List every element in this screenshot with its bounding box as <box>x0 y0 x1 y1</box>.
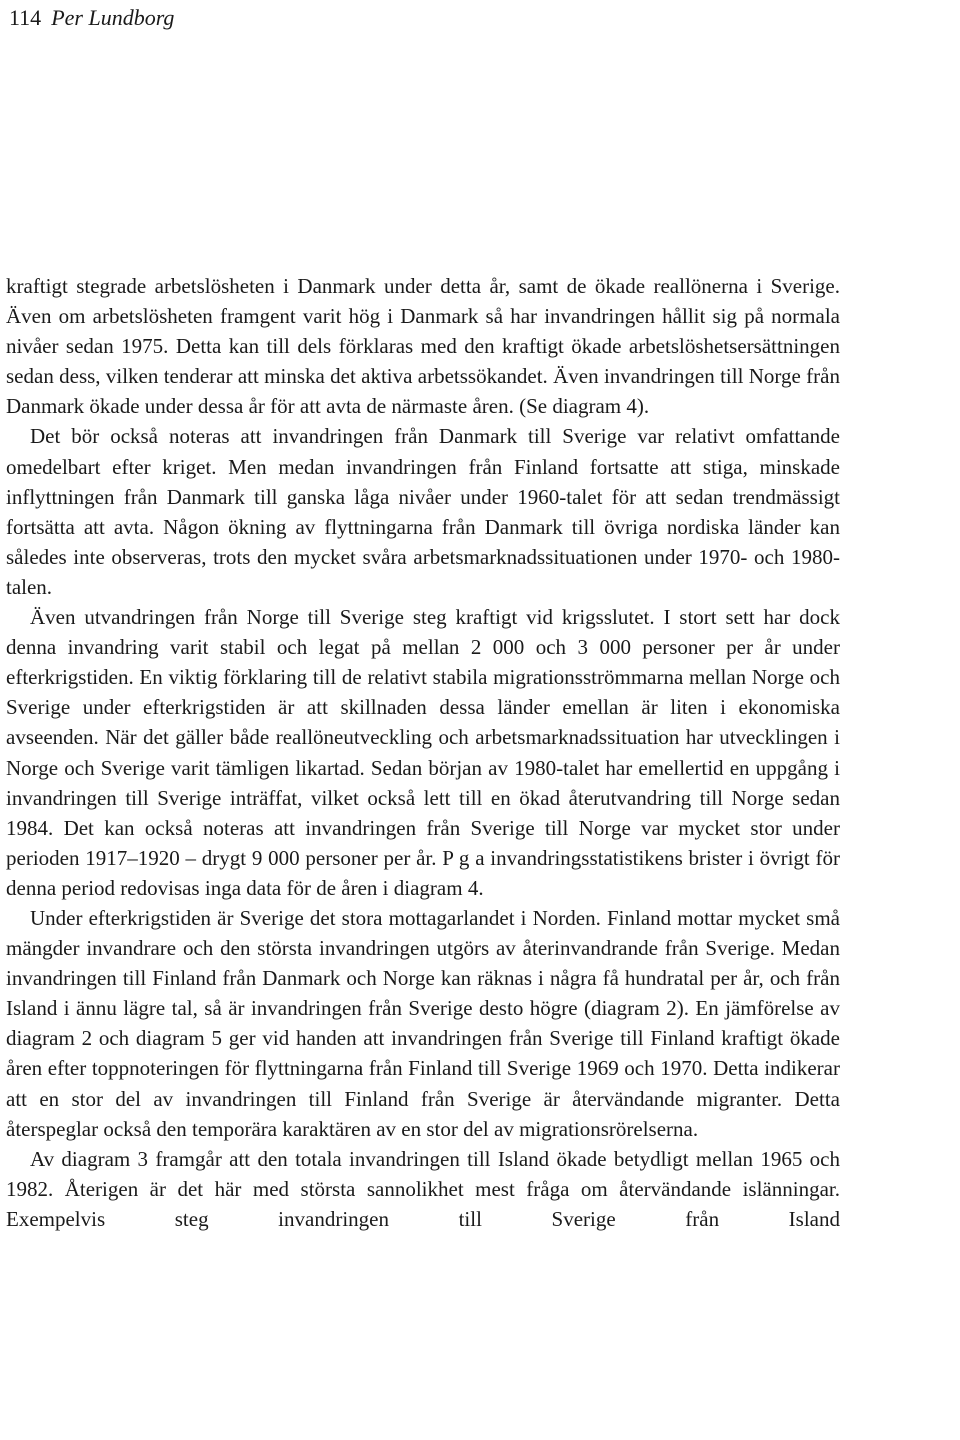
paragraph-1: kraftigt stegrade arbetslösheten i Danmark under detta år, samt de ökade reallönerna i Sverige. Även om arbetslösheten framgent varit hög i Danmark så har invandringen hållit sig på normala nivåer sedan 1975. Detta kan till dels förklaras med den kraftigt ökade arbetslöshetsersättningen sedan dess, vilken tenderar att minska det aktiva arbetssökandet. Även invandringen till Norge från Danmark ökade under dessa år för att avta de närmaste åren. (Se diagram 4). <box>6 274 840 419</box>
paragraph-3: Även utvandringen från Norge till Sverige steg kraftigt vid krigsslutet. I stort sett har dock denna invandring varit stabil och legat på mellan 2 000 och 3 000 personer per år under efterkrigstiden. En viktig förklaring till de relativt stabila migrationsströmmarna mellan Norge och Sverige under efterkrigstiden är att skillnaden dessa länder emellan är liten i ekonomiska avseenden. När det gäller både reallöneutveckling och arbetsmarknadssituation har utvecklingen i Norge och Sverige varit tämligen likartad. Sedan början av 1980-talet har emellertid en uppgång i invandringen till Sverige inträffat, vilket också lett till en ökad återutvandring till Norge sedan 1984. Det kan också noteras att invandringen från Sverige till Norge var mycket stor under perioden 1917–1920 – drygt 9 000 personer per år. P g a invandringsstatistikens brister i övrigt för denna period redovisas inga data för de åren i diagram 4. <box>6 605 840 900</box>
running-header-author: Per Lundborg <box>51 5 175 30</box>
body-text <box>6 271 840 1234</box>
paragraph-4: Under efterkrigstiden är Sverige det stora mottagarlandet i Norden. Finland mottar mycket små mängder invandrare och den största invandringen utgörs av återinvandrande från Sverige. Medan invandringen till Finland från Danmark och Norge kan räknas i några få hundratal per år, och från Island i ännu lägre tal, så är invandringen från Sverige desto högre (diagram 2). En jämförelse av diagram 2 och diagram 5 ger vid handen att invandringen från Sverige till Finland kraftigt ökade åren efter toppnoteringen för flyttningarna från Finland till Sverige 1969 och 1970. Detta indikerar att en stor del av invandringen till Finland från Sverige är återvändande migranter. Detta återspeglar också den temporära karaktären av en stor del av migrationsrörelserna. <box>6 905 840 1141</box>
paragraph-5: Av diagram 3 framgår att den totala invandringen till Island ökade betydligt mellan 1965 och 1982. Återigen är det här med största sannolikhet mest fråga om återvändande islänningar. Exempelvis steg invandringen till Sverige från Island <box>6 1146 840 1231</box>
paragraph-2: Det bör också noteras att invandringen från Danmark till Sverige var relativt omfattande omedelbart efter kriget. Men medan invandringen från Finland fortsatte att stiga, minskade inflyttningen från Danmark till ganska låga nivåer under 1960-talet för att sedan trendmässigt fortsätta att avta. Någon ökning av flyttningarna från Danmark till övriga nordiska länder kan således inte observeras, trots den mycket svåra arbetsmarknadssituationen under 1970- och 1980-talen. <box>6 424 840 599</box>
running-header <box>9 4 174 32</box>
page-number: 114 <box>9 5 42 30</box>
